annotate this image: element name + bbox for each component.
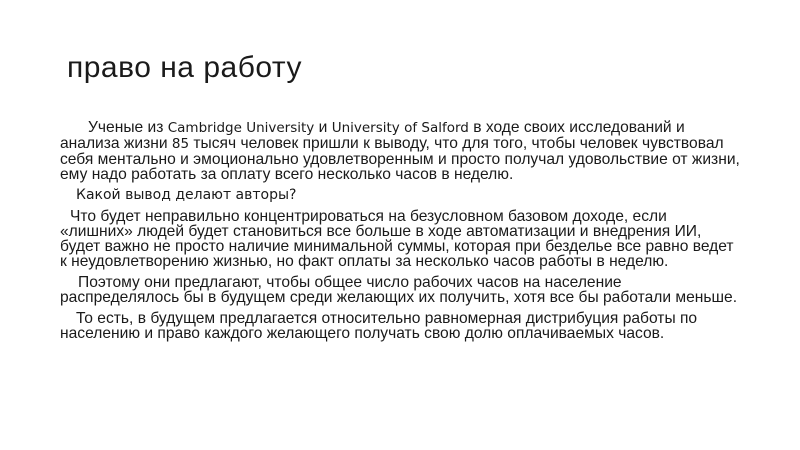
- paragraph-study-text: в ходе своих исследований и анализа жизни: [60, 119, 685, 152]
- paragraph-proposal: Поэтому они предлагают, чтобы общее число рабочих часов на население распределялось бы в будущем среди желающих их получить, хотя все бы работали меньше.: [60, 274, 738, 306]
- university-salford: University of Salford: [331, 120, 469, 136]
- slide-title: право на работу: [67, 51, 302, 84]
- paragraph-summary: То есть, в будущем предлагается относительно равномерная дистрибуция работы по населению и право каждого желающего получать свою долю оплачиваемых часов.: [60, 310, 698, 342]
- slide-body: [60, 120, 740, 347]
- paragraph-answer: Что будет неправильно концентрироваться на безусловном базовом доходе, если «лишних» людей будет становиться все больше в ходе автоматизации и внедрения ИИ, будет важно не просто наличие минимальной суммы, которая при безделье все равно ведет к неудовлетворению жизнью, но факт оплаты за несколько часов работы в неделю.: [60, 208, 734, 270]
- paragraph-question: Какой вывод делают авторы?: [76, 187, 297, 203]
- paragraph-study-number: 85: [171, 136, 190, 152]
- paragraph-study-conclusion: тысяч человек пришли к выводу, что для того, чтобы человек чувствовал себя ментально и эмоционально удовлетворенным и просто получал удовольствие от жизни, ему надо работать за оплату всего несколько часов в неделю.: [60, 135, 740, 183]
- paragraph-study: [60, 120, 740, 182]
- paragraph-study-conjunction: и: [314, 119, 332, 136]
- university-cambridge: Cambridge University: [167, 120, 315, 136]
- paragraph-study-prefix: Ученые из: [88, 119, 168, 136]
